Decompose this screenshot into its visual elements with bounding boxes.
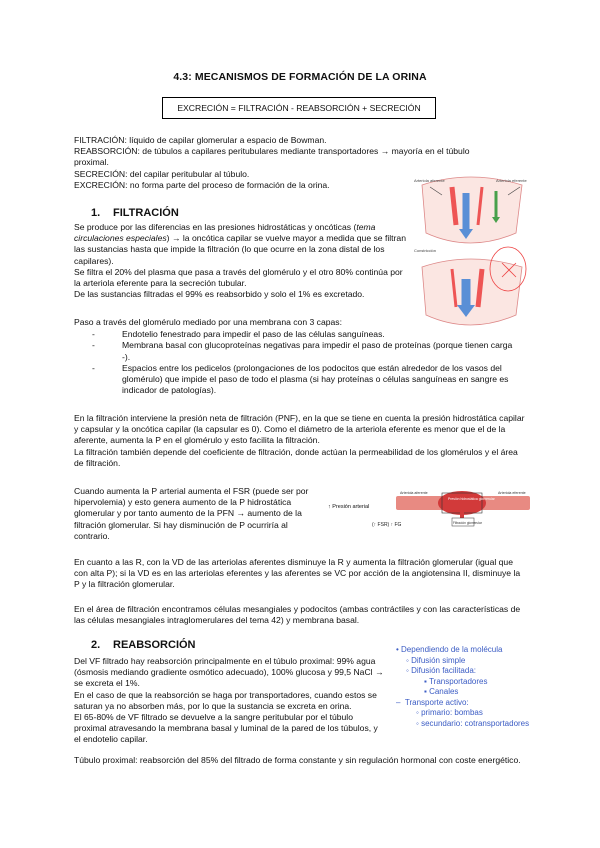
filtracion-paragraph-presion: Cuando aumenta la P arterial aumenta el FSR (puede ser por hipervolemia) y esto genera aumento de la P hidrostática glomerular y por tanto aumento de la PFN → aumento de la filtración glomerular. Si hay disminución de P ocurriría al contrario. bbox=[74, 486, 309, 541]
pressure-eferente: Arteriola eferente bbox=[498, 491, 526, 495]
layer-item: - Espacios entre los pedicelos (prolongaciones de los podocitos que están alrededor de los vasos del glomérulo) que impide el paso de todo el plasma (si hay proteínas o células sanguíneas en sangre es indicador de patologías). bbox=[92, 363, 514, 397]
filtracion-paragraph-2: Se filtra el 20% del plasma que pasa a través del glomérulo y el otro 80% continúa por la arteriola eferente para la secreción tubular. bbox=[74, 266, 403, 289]
section-title: REABSORCIÓN bbox=[113, 639, 196, 651]
page-title: 4.3: MECANISMOS DE FORMACIÓN DE LA ORINA bbox=[173, 71, 427, 83]
section-number: 2. bbox=[91, 639, 101, 651]
pressure-figure bbox=[326, 488, 536, 536]
handnote-root: • Dependiendo de la molécula bbox=[396, 645, 503, 654]
layer-item: - Endotelio fenestrado para impedir el paso de las células sanguíneas. bbox=[92, 329, 514, 340]
handnote-canales: ▪ Canales bbox=[424, 687, 459, 696]
figure-label-aferente: Arteriola aferente bbox=[414, 178, 445, 183]
glomerulus-constricted bbox=[414, 247, 526, 325]
glomerulus-normal bbox=[414, 177, 527, 243]
filtracion-details bbox=[74, 413, 526, 469]
layers-intro: Paso a través del glomérulo mediado por una membrana con 3 capas: bbox=[74, 317, 342, 327]
handnote-primario: ◦ primario: bombas bbox=[416, 708, 483, 717]
filtracion-paragraph-area: En el área de filtración encontramos células mesangiales y podocitos (ambas contráctiles y con las características de las células mesangiales intraglomerulares del tema 42) y membrana basal. bbox=[74, 604, 521, 626]
definition-reabsorcion: REABSORCIÓN: de túbulos a capilares peritubulares mediante transportadores → mayoría en el túbulo proximal. bbox=[74, 146, 470, 168]
filtracion-resistencias bbox=[74, 557, 526, 591]
handnote-facilitada: ◦ Difusión facilitada: bbox=[406, 666, 476, 675]
filtracion-area bbox=[74, 604, 526, 626]
excretion-formula: EXCRECIÓN = FILTRACIÓN - REABSORCIÓN + SECRECIÓN bbox=[162, 97, 436, 119]
reabsorcion-tubulo bbox=[74, 755, 526, 766]
pressure-aferente: Arteriola aferente bbox=[400, 491, 428, 495]
handnote-transportadores: ▪ Transportadores bbox=[424, 676, 488, 686]
reabsorcion-paragraph-3: El 65-80% de VF filtrado se devuelve a la sangre peritubular por el túbulo proximal atravesando la membrana basal y luminal de la pared de los túbulos, y el endotelio capilar. bbox=[74, 712, 378, 745]
handnotes bbox=[396, 645, 586, 729]
reabsorcion-paragraph-2: En el caso de que la reabsorción se haga por transportadores, cuando estos se saturan ya no absorben más, por lo que la sustancia se excreta en orina. bbox=[74, 689, 377, 711]
pressure-filtracion: Filtración glomerular bbox=[453, 521, 482, 525]
filtracion-intro bbox=[74, 222, 410, 300]
membrane-layers bbox=[74, 317, 514, 396]
definition-excrecion: EXCRECIÓN: no forma parte del proceso de formación de la orina. bbox=[74, 179, 330, 190]
section-title: FILTRACIÓN bbox=[113, 207, 179, 219]
filtracion-presion bbox=[74, 486, 312, 542]
layers-list bbox=[92, 329, 514, 396]
tema-reference: tema circulaciones especiales bbox=[74, 222, 376, 244]
section-number: 1. bbox=[91, 207, 101, 219]
definition-filtracion: FILTRACIÓN: líquido de capilar glomerular a espacio de Bowman. bbox=[74, 135, 327, 145]
section-reabsorcion-heading bbox=[91, 640, 196, 651]
handnote-secundario: ◦ secundario: cotransportadores bbox=[416, 718, 530, 728]
filtracion-paragraph-1: Se produce por las diferencias en las presiones hidrostáticas y oncóticas (tema circulaciones especiales) → la oncótica capilar se vuelve mayor a medida que se filtran las sustancias hasta que impide la filtración (lo que ocurre en la zona distal de los capilares). bbox=[74, 222, 406, 266]
figure-caption: Constricción bbox=[414, 248, 437, 253]
layer-item: - Membrana basal con glucoproteínas negativas para impedir el paso de proteínas (porque tienen carga -). bbox=[92, 340, 514, 362]
reabsorcion-paragraph-1: Del VF filtrado hay reabsorción principalmente en el túbulo proximal: 99% agua (ósmosis mediando gradiente osmótico adecuado), 100% glucosa y 99,5 NaCl → se excreta el 1%. bbox=[74, 656, 384, 689]
pressure-glomerular: Presión hidrostática glomerular bbox=[448, 497, 495, 501]
filtracion-paragraph-resistencias: En cuanto a las R, con la VD de las arteriolas aferentes disminuye la R y aumenta la filtración glomerular (igual que con alta P); si la VD es en las arteriolas eferentes y las aferentes se VC por acción de la angiotensina II, disminuye la P y la filtración glomerular. bbox=[74, 557, 521, 590]
pressure-label: ↑ Presión arterial bbox=[328, 504, 370, 510]
filtracion-paragraph-3: De las sustancias filtradas el 99% es reabsorbido y solo el 1% es excretado. bbox=[74, 289, 365, 300]
handnote-activo: – Transporte activo: bbox=[396, 697, 469, 707]
section-filtracion-heading bbox=[91, 208, 179, 219]
reabsorcion-paragraph-4: Túbulo proximal: reabsorción del 85% del filtrado de forma constante y sin regulación hormonal con coste energético. bbox=[74, 755, 521, 765]
definition-secrecion: SECRECIÓN: del capilar peritubular al túbulo. bbox=[74, 168, 250, 179]
reabsorcion-block bbox=[74, 656, 386, 746]
filtracion-paragraph-coef: La filtración también depende del coeficiente de filtración, donde actúan la permeabilidad de los glomérulos y el área de filtración. bbox=[74, 446, 518, 468]
handnote-simple: ◦ Difusión simple bbox=[406, 655, 466, 665]
figure-label-eferente: Arteriola eferente bbox=[496, 178, 527, 183]
glomeruli-figure bbox=[412, 173, 530, 333]
filtracion-paragraph-pnf: En la filtración interviene la presión neta de filtración (PNF), en la que se tiene en cuenta la presión hidrostática capilar y capsular y la oncótica capilar (la capsular es 0). Como el diámetro de la arteriola eferente es menor que el de la aferente, aumenta la P en el glomérulo y esto facilita la filtración. bbox=[74, 413, 525, 446]
pressure-note: (↑ FSR) ↑ FG bbox=[372, 522, 402, 528]
